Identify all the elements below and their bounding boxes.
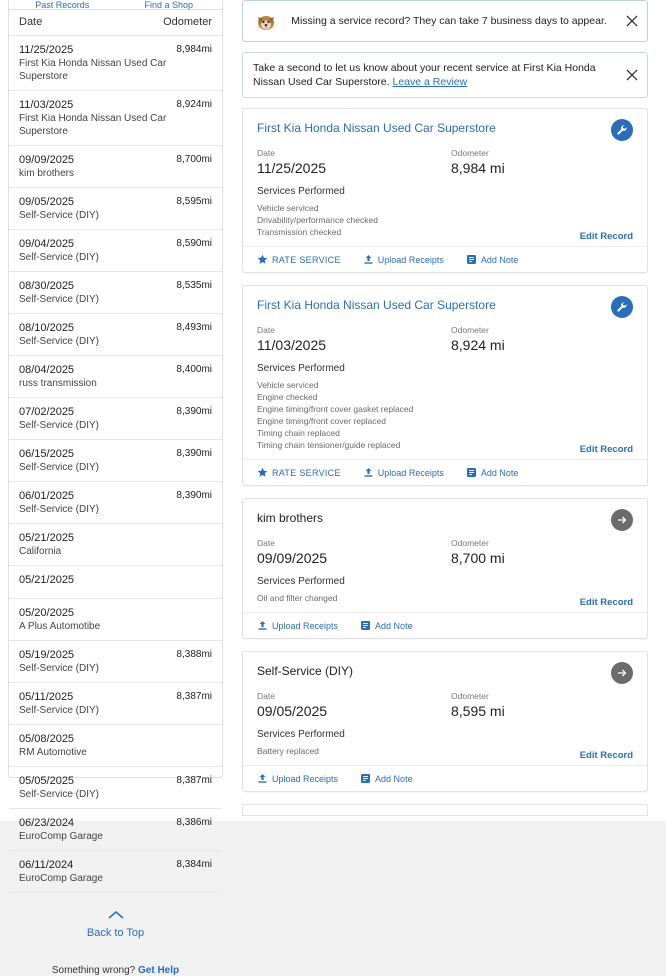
edit-record-button[interactable]: Edit Record: [579, 750, 633, 761]
upload-receipts-button[interactable]: [257, 620, 338, 631]
column-date: Date: [19, 16, 43, 28]
add-note-button[interactable]: [466, 467, 519, 478]
upload-icon: [363, 467, 374, 478]
services-performed-label: Services Performed: [257, 576, 345, 587]
odometer-label: Odometer: [451, 148, 489, 158]
note-icon: [466, 467, 477, 478]
record-list-item-date: 06/01/2025: [19, 490, 75, 502]
record-list-item-shop: Self-Service (DIY): [19, 789, 100, 800]
service-item: Timing chain tensioner/guide replaced: [257, 440, 401, 450]
records-tabs: [9, 0, 222, 10]
record-list-item-odometer: 8,595mi: [176, 196, 212, 207]
services-performed-label: Services Performed: [257, 363, 345, 374]
record-list-item-shop: Self-Service (DIY): [19, 420, 100, 431]
past-records-card: [8, 0, 223, 976]
record-list-item-date: 08/30/2025: [19, 280, 75, 292]
edit-record-button[interactable]: Edit Record: [579, 231, 633, 242]
add-note-label: Add Note: [480, 467, 519, 478]
record-card-footer: [243, 612, 647, 638]
record-list-item[interactable]: [9, 36, 222, 91]
record-list-item-shop: Self-Service (DIY): [19, 462, 100, 473]
record-card-list: [242, 108, 648, 792]
leave-review-text: [253, 61, 613, 89]
record-action-button[interactable]: [611, 296, 633, 318]
record-list-item-shop: First Kia Honda Nissan Used Car Superstore: [19, 58, 167, 82]
record-list-item-odometer: 8,387mi: [176, 775, 212, 786]
service-item: Engine timing/front cover gasket replaced: [257, 404, 414, 414]
record-action-button[interactable]: [611, 119, 633, 141]
rate-service-label: RATE SERVICE: [272, 254, 341, 265]
chevron-up-icon: [107, 909, 125, 921]
service-item: Vehicle serviced: [257, 380, 319, 390]
record-list-item[interactable]: [9, 398, 222, 440]
record-list-item-shop: russ transmission: [19, 378, 97, 389]
record-list-item[interactable]: [9, 725, 222, 767]
record-card: [242, 285, 648, 486]
upload-icon: [257, 620, 268, 631]
record-list-item-date: 05/21/2025: [19, 574, 75, 586]
note-icon: [360, 620, 371, 631]
record-list-item-odometer: 8,984mi: [176, 44, 212, 55]
record-card-footer: [243, 246, 647, 272]
record-list-item-odometer: 8,388mi: [176, 649, 212, 660]
record-card: [242, 651, 648, 792]
service-item: Vehicle serviced: [257, 203, 319, 213]
star-icon: [257, 467, 268, 478]
rate-service-button[interactable]: [257, 254, 341, 265]
record-list-item-date: 05/08/2025: [19, 733, 75, 745]
service-item: Engine checked: [257, 392, 318, 402]
edit-record-button[interactable]: Edit Record: [579, 444, 633, 455]
record-list-item-odometer: 8,387mi: [176, 691, 212, 702]
record-list-item[interactable]: [9, 641, 222, 683]
record-card: [242, 108, 648, 273]
record-list-item-shop: Self-Service (DIY): [19, 336, 100, 347]
record-card-footer: [243, 459, 647, 485]
record-date: 09/09/2025: [257, 550, 328, 566]
record-list-item-date: 05/20/2025: [19, 607, 75, 619]
record-action-button[interactable]: [611, 509, 633, 531]
add-note-button[interactable]: [360, 620, 413, 631]
back-to-top-label: Back to Top: [86, 927, 145, 939]
record-list-item-odometer: 8,400mi: [176, 364, 212, 375]
upload-icon: [257, 773, 268, 784]
record-odometer: 8,924 mi: [451, 337, 505, 353]
record-list-item-date: 07/02/2025: [19, 406, 75, 418]
rate-service-label: RATE SERVICE: [272, 467, 341, 478]
record-list-item-date: 06/11/2024: [19, 859, 74, 871]
record-list-item-odometer: 8,390mi: [176, 448, 212, 459]
record-list-item-date: 06/15/2025: [19, 448, 75, 460]
upload-icon: [363, 254, 374, 265]
past-records-panel: [0, 0, 232, 976]
leave-review-message: Take a second to let us know about your recent service at First Kia Honda Nissan Used Car Superstore.: [253, 62, 596, 88]
record-list-item-shop: A Plus Automotibe: [19, 621, 101, 632]
service-item: Engine timing/front cover replaced: [257, 416, 386, 426]
record-action-button[interactable]: [611, 662, 633, 684]
record-list-item-odometer: 8,390mi: [176, 490, 212, 501]
record-list-item-date: 09/04/2025: [19, 238, 75, 250]
records-list: [9, 36, 222, 893]
service-item: Drivability/performance checked: [257, 215, 378, 225]
arrow-right-icon: [616, 514, 628, 526]
record-shop-name[interactable]: First Kia Honda Nissan Used Car Superstore: [257, 298, 496, 312]
record-list-item[interactable]: [9, 91, 222, 146]
edit-record-button[interactable]: Edit Record: [579, 597, 633, 608]
upload-receipts-button[interactable]: [257, 773, 338, 784]
dog-icon: [253, 9, 279, 33]
record-list-item[interactable]: [9, 809, 222, 851]
record-shop-name: Self-Service (DIY): [257, 664, 354, 678]
record-list-item-date: 08/04/2025: [19, 364, 75, 376]
record-list-item-odometer: 8,390mi: [176, 406, 212, 417]
services-performed-list: [257, 592, 633, 604]
date-label: Date: [257, 148, 275, 158]
leave-review-banner: [242, 52, 648, 98]
add-note-label: Add Note: [375, 620, 413, 631]
date-label: Date: [257, 691, 275, 701]
record-list-item[interactable]: [9, 482, 222, 524]
record-list-item-odometer: 8,924mi: [176, 99, 212, 110]
record-odometer: 8,984 mi: [451, 160, 505, 176]
record-list-item-shop: Self-Service (DIY): [19, 252, 100, 263]
record-list-item-shop: Self-Service (DIY): [19, 504, 100, 515]
back-to-top-button[interactable]: [9, 893, 222, 939]
record-list-item[interactable]: [9, 767, 222, 809]
add-note-label: Add Note: [480, 254, 519, 265]
record-odometer: 8,595 mi: [451, 703, 505, 719]
upload-receipts-button[interactable]: [363, 467, 444, 478]
record-list-item-date: 09/05/2025: [19, 196, 75, 208]
record-list-item-shop: Self-Service (DIY): [19, 294, 100, 305]
upload-receipts-label: Upload Receipts: [272, 773, 339, 784]
tab-past-records[interactable]: Past Records: [35, 0, 90, 10]
note-icon: [360, 773, 371, 784]
services-performed-label: Services Performed: [257, 186, 345, 197]
arrow-right-icon: [616, 667, 628, 679]
record-list-item-date: 06/23/2024: [19, 817, 75, 829]
star-icon: [257, 254, 268, 265]
record-list-item[interactable]: [9, 599, 222, 641]
services-performed-label: Services Performed: [257, 729, 345, 740]
date-label: Date: [257, 538, 275, 548]
date-label: Date: [257, 325, 275, 335]
leave-review-link[interactable]: Leave a Review: [392, 76, 468, 88]
record-list-item[interactable]: [9, 524, 222, 566]
missing-record-text: Missing a service record? They can take 7 business days to appear.: [291, 15, 607, 27]
record-list-item-date: 08/10/2025: [19, 322, 75, 334]
add-note-button[interactable]: [466, 254, 519, 265]
help-line: [9, 939, 222, 976]
record-card-partial: [242, 804, 648, 816]
record-list-item-odometer: 8,590mi: [176, 238, 212, 249]
service-item: Battery replaced: [257, 746, 319, 756]
record-list-item-shop: Self-Service (DIY): [19, 663, 100, 674]
record-list-item-date: 11/25/2025: [19, 44, 74, 56]
record-odometer: 8,700 mi: [451, 550, 505, 566]
record-list-item[interactable]: [9, 314, 222, 356]
record-list-item-shop: RM Automotive: [19, 747, 87, 758]
records-list-header: [9, 10, 222, 36]
record-list-item-shop: First Kia Honda Nissan Used Car Superstore: [19, 113, 167, 137]
record-date: 11/03/2025: [257, 337, 327, 353]
tab-find-a-shop[interactable]: Find a Shop: [144, 0, 194, 10]
record-list-item-shop: Self-Service (DIY): [19, 210, 100, 221]
record-list-item-shop: Self-Service (DIY): [19, 705, 100, 716]
odometer-label: Odometer: [451, 538, 489, 548]
record-list-item[interactable]: [9, 566, 222, 599]
upload-receipts-button[interactable]: [363, 254, 444, 265]
odometer-label: Odometer: [451, 691, 489, 701]
upload-receipts-label: Upload Receipts: [377, 254, 444, 265]
service-item: Transmission checked: [257, 227, 342, 237]
record-card: [242, 498, 648, 639]
record-list-item-shop: EuroComp Garage: [19, 873, 103, 884]
wrench-icon: [616, 124, 628, 136]
upload-receipts-label: Upload Receipts: [272, 620, 339, 631]
record-list-item-date: 09/09/2025: [19, 154, 75, 166]
record-list-item-odometer: 8,493mi: [176, 322, 212, 333]
services-performed-list: [257, 745, 633, 757]
record-list-item[interactable]: [9, 356, 222, 398]
service-item: Oil and filter changed: [257, 593, 338, 603]
record-list-item[interactable]: [9, 851, 222, 893]
record-date: 11/25/2025: [257, 160, 327, 176]
record-list-item-odometer: 8,386mi: [176, 817, 212, 828]
record-list-item[interactable]: [9, 272, 222, 314]
missing-record-banner: [242, 0, 648, 42]
services-performed-list: [257, 379, 633, 451]
record-list-item-shop: EuroComp Garage: [19, 831, 103, 842]
record-list-item[interactable]: [9, 230, 222, 272]
close-icon[interactable]: [625, 14, 639, 28]
record-shop-name: kim brothers: [257, 511, 324, 525]
record-list-item-date: 05/21/2025: [19, 532, 75, 544]
record-list-item[interactable]: [9, 146, 222, 188]
upload-receipts-label: Upload Receipts: [377, 467, 444, 478]
record-list-item[interactable]: [9, 683, 222, 725]
service-item: Timing chain replaced: [257, 428, 340, 438]
record-list-item-date: 05/11/2025: [19, 691, 74, 703]
service-records-panel: [232, 0, 666, 821]
record-list-item-shop: California: [19, 546, 62, 557]
help-prefix: Something wrong?: [51, 965, 136, 976]
record-list-item-date: 05/19/2025: [19, 649, 75, 661]
record-list-item-odometer: 8,384mi: [176, 859, 212, 870]
add-note-label: Add Note: [375, 773, 413, 784]
column-odometer: Odometer: [163, 16, 212, 28]
wrench-icon: [616, 301, 628, 313]
close-icon[interactable]: [625, 68, 639, 82]
odometer-label: Odometer: [451, 325, 489, 335]
record-list-item-odometer: 8,535mi: [176, 280, 212, 291]
note-icon: [466, 254, 477, 265]
get-help-link[interactable]: Get Help: [138, 965, 180, 976]
rate-service-button[interactable]: [257, 467, 341, 478]
record-list-item[interactable]: [9, 188, 222, 230]
record-list-item-shop: kim brothers: [19, 168, 75, 179]
record-shop-name[interactable]: First Kia Honda Nissan Used Car Superstore: [257, 121, 496, 135]
add-note-button[interactable]: [360, 773, 413, 784]
record-list-item-date: 11/03/2025: [19, 99, 74, 111]
record-card-footer: [243, 765, 647, 791]
record-list-item-date: 05/05/2025: [19, 775, 75, 787]
record-date: 09/05/2025: [257, 703, 328, 719]
services-performed-list: [257, 202, 633, 238]
record-list-item-odometer: 8,700mi: [176, 154, 212, 165]
record-list-item[interactable]: [9, 440, 222, 482]
